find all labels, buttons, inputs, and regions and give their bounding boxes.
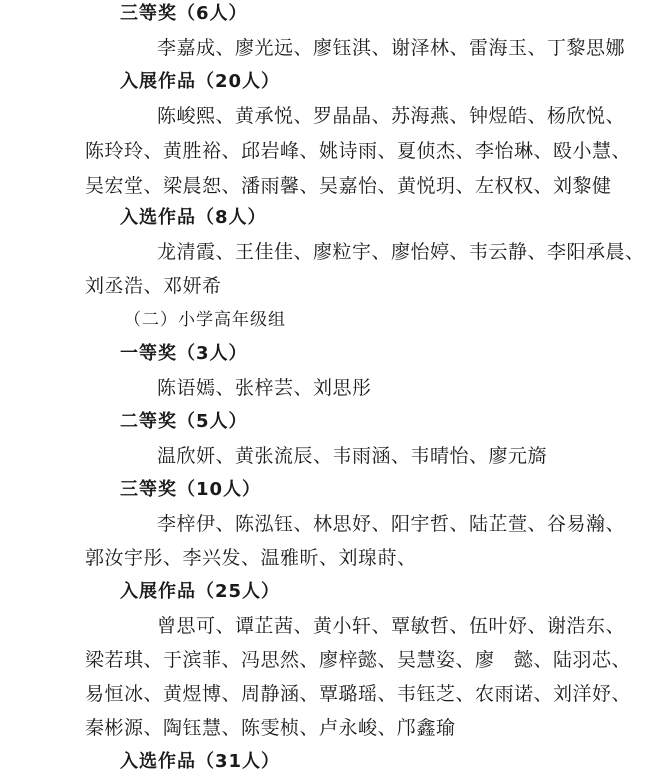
award-heading-exhibited-works: 入展作品（25人） [120,581,281,602]
name-list-line: 李梓伊、陈泓钰、林思妤、阳宇哲、陆芷萱、谷易瀚、 [157,513,626,535]
award-heading-third-prize: 三等奖（10人） [120,479,262,500]
name-list-line: 梁若琪、于滨菲、冯思然、廖梓懿、吴慧姿、廖 懿、陆羽芯、 [85,649,632,671]
award-heading-third-prize: 三等奖（6人） [120,3,248,24]
name-list-line: 龙清霞、王佳佳、廖粒宇、廖怡婷、韦云静、李阳承晨、 [157,241,645,263]
name-list-line: 易恒冰、黄煜博、周静涵、覃璐瑶、韦钰芝、农雨诺、刘洋妤、 [85,683,632,705]
name-list-line: 温欣妍、黄张流辰、韦雨涵、韦晴怡、廖元旖 [157,445,548,467]
name-list-line: 吴宏堂、梁晨恕、潘雨馨、吴嘉怡、黄悦玥、左权权、刘黎健 [85,175,612,197]
award-heading-second-prize: 二等奖（5人） [120,411,248,432]
name-list-line: 郭汝宇彤、李兴发、温雅昕、刘瑔莳、 [85,547,417,569]
name-list-line: 刘丞浩、邓妍希 [85,275,222,297]
subgroup-title-senior-primary: （二）小学高年级组 [124,310,286,330]
award-heading-exhibited-works: 入展作品（20人） [120,71,281,92]
name-list-line: 陈峻熙、黄承悦、罗晶晶、苏海燕、钟煜皓、杨欣悦、 [157,105,626,127]
award-heading-selected-works: 入选作品（8人） [120,207,267,228]
name-list-line: 秦彬源、陶钰慧、陈雯桢、卢永峻、邝鑫瑜 [85,717,456,739]
award-heading-selected-works: 入选作品（31人） [120,751,281,772]
name-list-line: 陈玲玲、黄胜裕、邱岩峰、姚诗雨、夏侦杰、李怡琳、殴小慧、 [85,140,632,162]
name-list-line: 曾思可、谭芷茜、黄小轩、覃敏哲、伍叶妤、谢浩东、 [157,615,626,637]
name-list-line: 李嘉成、廖光远、廖钰淇、谢泽林、雷海玉、丁黎思娜 [157,37,626,59]
name-list-line: 陈语嫣、张梓芸、刘思彤 [157,377,372,399]
award-heading-first-prize: 一等奖（3人） [120,343,248,364]
